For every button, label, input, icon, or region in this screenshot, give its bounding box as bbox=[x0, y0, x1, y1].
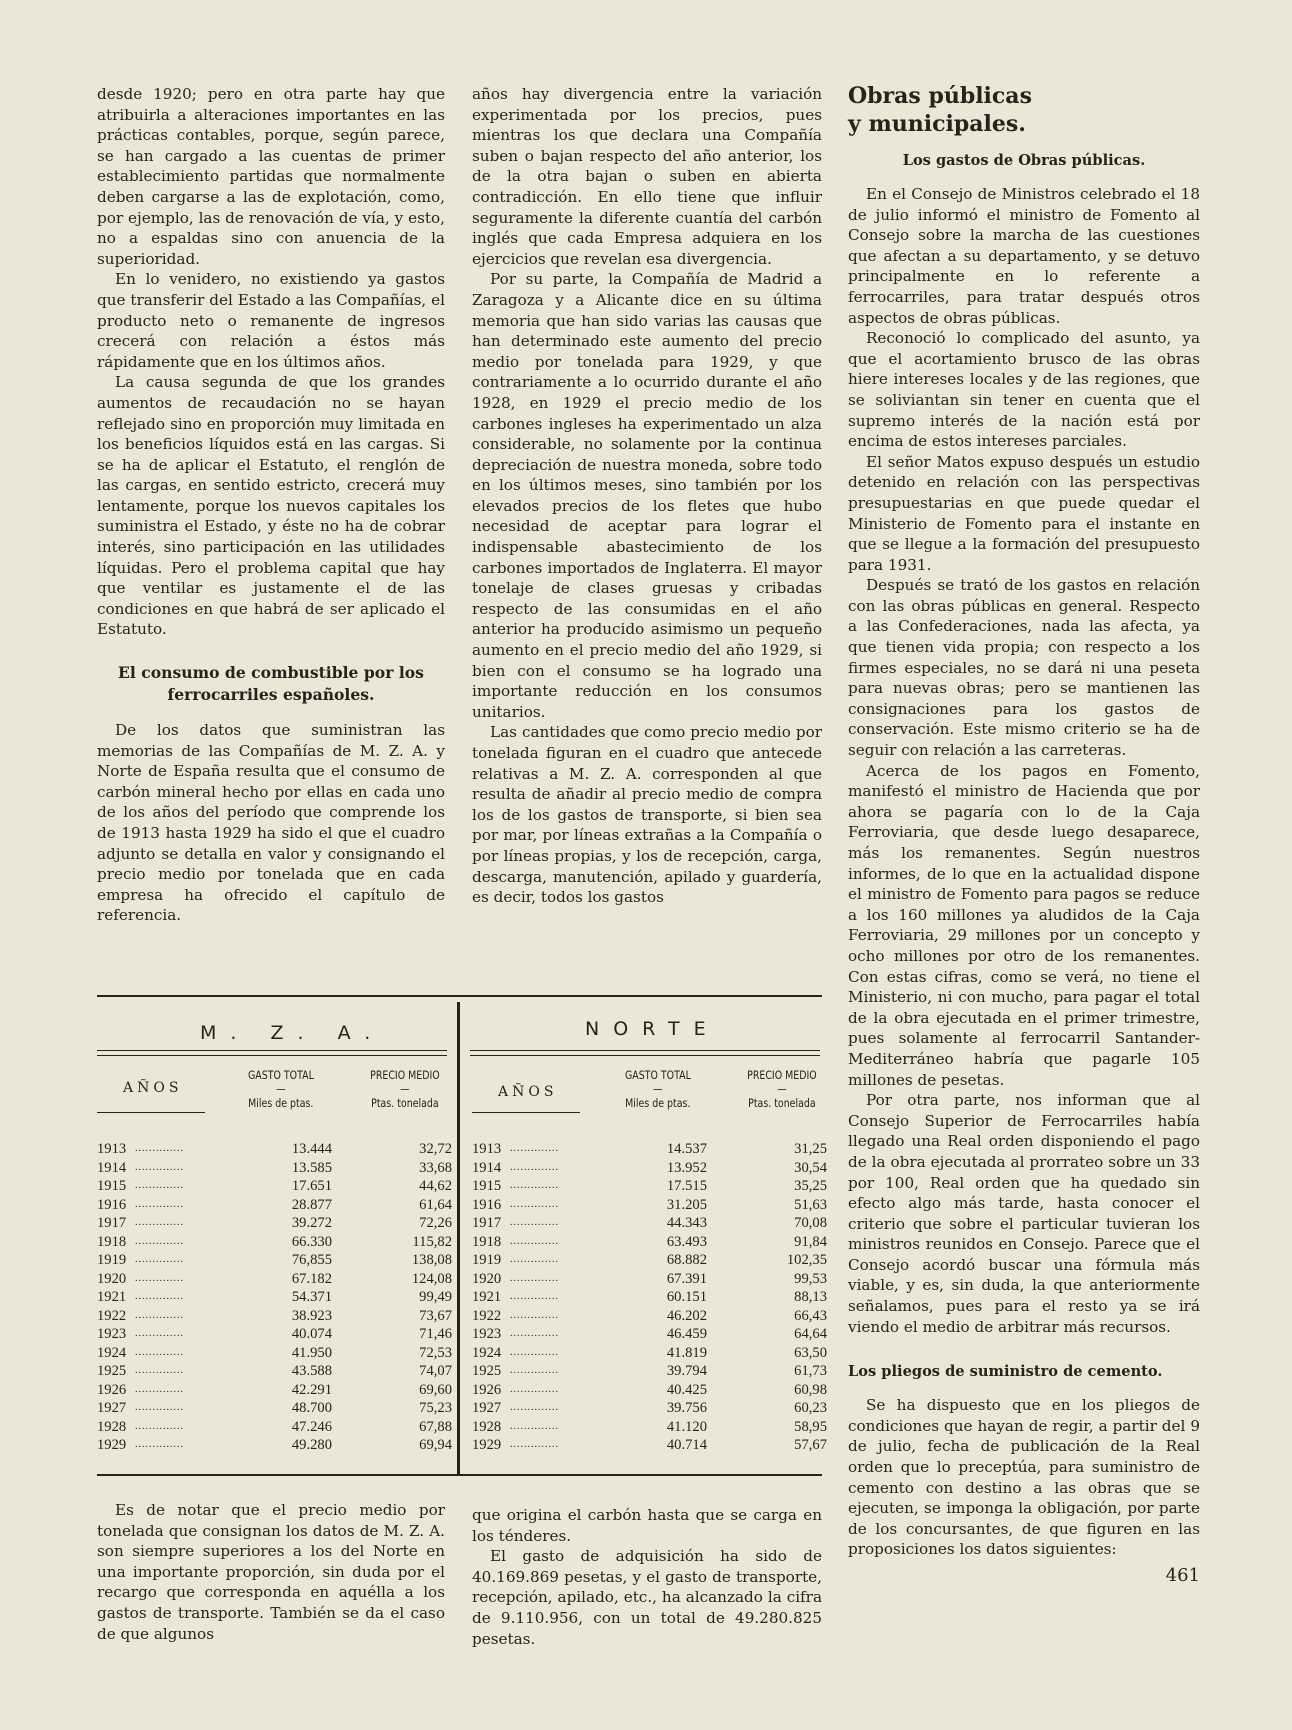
precio-cell: 99,53 bbox=[794, 1270, 827, 1287]
paragraph: Es de notar que el precio medio por tonelada que consignan los datos de M. Z. A. son siempre superiores a los del Norte en una importante proporción, sin duda por el recargo que corresponda en aquélla a los gastos de transporte. También se da el caso de que algunos bbox=[97, 1501, 445, 1643]
table-row bbox=[472, 1251, 827, 1269]
table-row bbox=[97, 1140, 452, 1158]
paragraph: Por su parte, la Compañía de Madrid a Zaragoza y a Alicante dice en su última memoria que han sido varias las causas que han determinado este aumento del precio medio por tonelada para 1929, y que contrariamente a lo ocurrido durante el año 1928, en 1929 el precio medio de los carbones ingleses ha experimentado un alza considerable, no solamente por la continua depreciación de nuestra moneda, sobre todo en los últimos meses, sino también por los elevados precios de los fletes que hubo necesidad de aceptar para lograr el indispensable abastecimiento de los carbones importados de Inglaterra. El mayor tonelaje de clases gruesas y cribadas respecto de las consumidas en el año anterior ha producido asimismo un pequeño aumento en el precio medio del año 1929, si bien con el consumo se ha logrado una importante reducción en los consumos unitarios. bbox=[472, 270, 822, 721]
gasto-cell: 54.371 bbox=[291, 1289, 332, 1305]
gasto-cell: 66.330 bbox=[291, 1233, 332, 1250]
year-cell: 1918 bbox=[97, 1233, 127, 1250]
anos-underline bbox=[472, 1112, 580, 1113]
gasto-cell: 47.246 bbox=[291, 1418, 332, 1435]
table-row bbox=[97, 1436, 452, 1454]
table-row bbox=[97, 1251, 452, 1269]
leader-dots: .............. bbox=[510, 1291, 559, 1302]
leader-dots: .............. bbox=[135, 1420, 184, 1432]
table-row bbox=[472, 1233, 827, 1251]
gasto-cell: 49.280 bbox=[291, 1437, 332, 1453]
leader-dots: .............. bbox=[135, 1365, 184, 1376]
precio-cell: 63,50 bbox=[794, 1344, 827, 1361]
leader-dots: .............. bbox=[135, 1291, 184, 1302]
table-row bbox=[97, 1214, 452, 1232]
year-cell: 1927 bbox=[472, 1400, 502, 1416]
year-cell: 1921 bbox=[97, 1289, 127, 1305]
leader-dots: .............. bbox=[510, 1420, 559, 1432]
leader-dots: .............. bbox=[510, 1143, 559, 1154]
year-cell: 1929 bbox=[472, 1437, 502, 1453]
leader-dots: .............. bbox=[135, 1309, 184, 1321]
paragraph: años hay divergencia entre la variación experimentada por los precios, pues mientras los que declara una Compañía suben o bajan respecto del año anterior, los de la otra bajan o suben en abierta contradicción. En ello tiene que influir seguramente la diferente cuantía del carbón inglés que cada Empresa adquiera en los ejercicios que revelan esa divergencia. bbox=[472, 85, 822, 268]
year-cell: 1925 bbox=[472, 1363, 502, 1379]
col-gasto: GASTO TOTAL — Miles de ptas. bbox=[625, 1068, 691, 1110]
table-title-mza: M. Z. A. bbox=[200, 1022, 385, 1044]
table-row bbox=[472, 1288, 827, 1306]
precio-cell: 66,43 bbox=[794, 1307, 827, 1324]
precio-cell: 51,63 bbox=[794, 1196, 827, 1213]
table-row bbox=[472, 1436, 827, 1454]
precio-cell: 32,72 bbox=[419, 1141, 452, 1157]
col-precio: PRECIO MEDIO — Ptas. tonelada bbox=[747, 1068, 817, 1110]
table-row bbox=[472, 1344, 827, 1362]
precio-cell: 30,54 bbox=[794, 1159, 827, 1176]
year-cell: 1919 bbox=[472, 1252, 502, 1268]
year-cell: 1915 bbox=[97, 1178, 127, 1194]
bottom-left-text bbox=[97, 1500, 445, 1644]
leader-dots: .............. bbox=[510, 1402, 559, 1413]
precio-cell: 31,25 bbox=[794, 1141, 827, 1157]
paragraph: Se ha dispuesto que en los pliegos de condiciones que hayan de regir, a partir del 9 de julio, fecha de publicación de la Real orden que lo preceptúa, para suministro de cemento con destino a las obras que se ejecuten, se imponga la obligación, por parte de los concursantes, de que figuren en las proposiciones los datos siguientes: bbox=[848, 1396, 1200, 1559]
precio-cell: 67,88 bbox=[419, 1418, 452, 1435]
table-row bbox=[472, 1362, 827, 1380]
table-row bbox=[97, 1418, 452, 1436]
table-row bbox=[97, 1159, 452, 1177]
precio-cell: 64,64 bbox=[794, 1326, 827, 1342]
precio-cell: 71,46 bbox=[419, 1326, 452, 1342]
gasto-cell: 28.877 bbox=[291, 1196, 332, 1213]
gasto-cell: 38.923 bbox=[291, 1307, 332, 1324]
gasto-cell: 67.182 bbox=[291, 1270, 332, 1287]
table-row bbox=[472, 1140, 827, 1158]
table-row bbox=[472, 1418, 827, 1436]
leader-dots: .............. bbox=[135, 1328, 184, 1339]
gasto-cell: 67.391 bbox=[666, 1270, 707, 1287]
leader-dots: .............. bbox=[135, 1235, 184, 1247]
year-cell: 1919 bbox=[97, 1252, 127, 1268]
header-rule bbox=[470, 1055, 820, 1056]
gasto-cell: 39.756 bbox=[666, 1400, 707, 1416]
gasto-cell: 44.343 bbox=[666, 1215, 707, 1231]
leader-dots: .............. bbox=[510, 1198, 559, 1210]
table-row bbox=[472, 1214, 827, 1232]
leader-dots: .............. bbox=[135, 1161, 184, 1173]
year-cell: 1925 bbox=[97, 1363, 127, 1379]
table-row bbox=[97, 1399, 452, 1417]
leader-dots: .............. bbox=[510, 1328, 559, 1339]
table-row bbox=[97, 1307, 452, 1325]
gasto-cell: 40.425 bbox=[666, 1381, 707, 1398]
table-row bbox=[97, 1196, 452, 1214]
table-row bbox=[97, 1381, 452, 1399]
paragraph: De los datos que suministran las memorias de las Compañías de M. Z. A. y Norte de España resulta que el consumo de carbón mineral hecho por ellas en cada uno de los años del período que comprende los de 1913 hasta 1929 ha sido el que el cuadro adjunto se detalla en valor y consignando el precio medio por tonelada que en cada empresa ha ofrecido el capítulo de referencia. bbox=[97, 721, 445, 925]
precio-cell: 124,08 bbox=[411, 1270, 452, 1287]
leader-dots: .............. bbox=[510, 1365, 559, 1376]
gasto-cell: 60.151 bbox=[666, 1289, 707, 1305]
precio-cell: 75,23 bbox=[419, 1400, 452, 1416]
table-row bbox=[472, 1196, 827, 1214]
table-row bbox=[472, 1270, 827, 1288]
year-cell: 1924 bbox=[472, 1344, 502, 1361]
year-cell: 1922 bbox=[472, 1307, 502, 1324]
year-cell: 1914 bbox=[97, 1159, 127, 1176]
paragraph: Las cantidades que como precio medio por tonelada figuran en el cuadro que antecede relativas a M. Z. A. corresponden al que resulta de añadir al precio medio de compra los de los gastos de transporte, si bien sea por mar, por líneas extrañas a la Compañía o por líneas propias, y los de recepción, carga, descarga, manutención, apilado y guardería, es decir, todos los gastos bbox=[472, 723, 822, 907]
paragraph: La causa segunda de que los grandes aumentos de recaudación no se hayan reflejado sino en proporción muy limitada en los beneficios líquidos está en las cargas. Si se ha de aplicar el Estatuto, el renglón de las cargas, en sentido estricto, crecerá muy lentamente, porque los nuevos capitales los suministra el Estado, y éste no ha de cobrar interés, sino participación en las utilidades líquidas. Pero el problema capital que hay que ventilar es justamente el de las condiciones en que habrá de ser aplicado el Estatuto. bbox=[97, 373, 445, 639]
leader-dots: .............. bbox=[510, 1254, 559, 1265]
year-cell: 1926 bbox=[472, 1381, 502, 1398]
year-cell: 1923 bbox=[97, 1326, 127, 1342]
leader-dots: .............. bbox=[510, 1383, 559, 1395]
table-row bbox=[97, 1233, 452, 1251]
precio-cell: 69,60 bbox=[419, 1381, 452, 1398]
leader-dots: .............. bbox=[510, 1309, 559, 1321]
leader-dots: .............. bbox=[135, 1346, 184, 1358]
paragraph: que origina el carbón hasta que se carga en los ténderes. bbox=[472, 1506, 822, 1545]
sub-heading: Los gastos de Obras públicas. bbox=[902, 152, 1146, 169]
gasto-cell: 17.515 bbox=[666, 1178, 707, 1194]
precio-cell: 60,98 bbox=[794, 1381, 827, 1398]
paragraph: Después se trató de los gastos en relación con las obras públicas en general. Respecto a las Confederaciones, nada las afecta, ya que tienen vida propia; con respecto a los firmes especiales, no se dará ni una peseta para nuevas obras; pero se mantienen las consignaciones para los gastos de conservación. Este mismo criterio se ha de seguir con relación a las carreteras. bbox=[848, 576, 1200, 760]
gasto-cell: 46.202 bbox=[666, 1307, 707, 1324]
anos-underline bbox=[97, 1112, 205, 1113]
year-cell: 1916 bbox=[97, 1196, 127, 1213]
gasto-cell: 41.819 bbox=[666, 1344, 707, 1361]
gasto-cell: 48.700 bbox=[291, 1400, 332, 1416]
year-cell: 1913 bbox=[472, 1141, 502, 1157]
col-precio: PRECIO MEDIO — Ptas. tonelada bbox=[370, 1068, 440, 1110]
leader-dots: .............. bbox=[510, 1439, 559, 1450]
precio-cell: 72,26 bbox=[419, 1215, 452, 1231]
leader-dots: .............. bbox=[135, 1143, 184, 1154]
paragraph: El gasto de adquisición ha sido de 40.169.869 pesetas, y el gasto de transporte, recepción, apilado, etc., ha alcanzado la cifra de 9.110.956, con un total de 49.280.825 pesetas. bbox=[472, 1547, 822, 1648]
year-cell: 1918 bbox=[472, 1233, 502, 1250]
leader-dots: .............. bbox=[135, 1254, 184, 1265]
sub-heading: Los pliegos de suministro de cemento. bbox=[848, 1363, 1163, 1381]
year-cell: 1915 bbox=[472, 1178, 502, 1194]
precio-cell: 102,35 bbox=[786, 1252, 827, 1268]
paragraph: Reconoció lo complicado del asunto, ya que el acortamiento brusco de las obras hiere intereses locales y de las regiones, que se soliviantan sin tener en cuenta que el supremo interés de la nación está por encima de estos intereses parciales. bbox=[848, 329, 1200, 451]
table-row bbox=[97, 1288, 452, 1306]
col-anos: AÑOS bbox=[123, 1080, 183, 1096]
year-cell: 1917 bbox=[97, 1215, 127, 1231]
column-1 bbox=[97, 84, 445, 926]
gasto-cell: 14.537 bbox=[666, 1141, 707, 1157]
paragraph: Por otra parte, nos informan que al Consejo Superior de Ferrocarriles había llegado una Real orden disponiendo el pago de la obra ejecutada al prorrateo sobre un 33 por 100, Real orden que ha quedado sin efecto algo más tarde, hasta conocer el criterio que sobre el particular tuvieran los ministros reunidos en Consejo. Parece que el Consejo acordó buscar una fórmula más viable, y es, sin duda, la que anteriormente señalamos, pues para el resto ya se irá viendo el medio de arbitrar más recursos. bbox=[848, 1091, 1200, 1336]
year-cell: 1920 bbox=[472, 1270, 502, 1287]
leader-dots: .............. bbox=[135, 1198, 184, 1210]
leader-dots: .............. bbox=[510, 1180, 559, 1191]
leader-dots: .............. bbox=[135, 1180, 184, 1191]
section-heading: El consumo de combustible por los ferrocarriles españoles. bbox=[118, 663, 424, 705]
paragraph: Acerca de los pagos en Fomento, manifestó el ministro de Hacienda que por ahora se pagaría con lo de la Caja Ferroviaria, que desde luego desaparece, más los remanentes. Según nuestros informes, de lo que en la actualidad dispone el ministro de Fomento para pagos se reduce a los 160 millones ya aludidos de la Caja Ferroviaria, 29 millones por un concepto y ocho millones por otro de los remanentes. Con estas cifras, como se verá, no tiene el Ministerio, ni con mucho, para pagar el total de la obra ejecutada en el primer trimestre, pues solamente al ferrocarril Santander-Mediterráneo habría que pagarle 105 millones de pesetas. bbox=[848, 761, 1200, 1089]
header-rule bbox=[97, 1055, 447, 1056]
precio-cell: 91,84 bbox=[794, 1233, 827, 1250]
precio-cell: 44,62 bbox=[419, 1178, 452, 1194]
precio-cell: 99,49 bbox=[419, 1289, 452, 1305]
year-cell: 1924 bbox=[97, 1344, 127, 1361]
precio-cell: 61,64 bbox=[419, 1196, 452, 1213]
year-cell: 1928 bbox=[97, 1418, 127, 1435]
bottom-mid-text bbox=[472, 1505, 822, 1649]
precio-cell: 69,94 bbox=[419, 1437, 452, 1453]
table-row bbox=[97, 1344, 452, 1362]
leader-dots: .............. bbox=[510, 1272, 559, 1284]
precio-cell: 33,68 bbox=[419, 1159, 452, 1176]
year-cell: 1926 bbox=[97, 1381, 127, 1398]
leader-dots: .............. bbox=[510, 1217, 559, 1228]
year-cell: 1923 bbox=[472, 1326, 502, 1342]
table-bottom-rule bbox=[97, 1474, 822, 1476]
year-cell: 1927 bbox=[97, 1400, 127, 1416]
header-rule bbox=[470, 1050, 820, 1051]
column-3 bbox=[848, 82, 1200, 1560]
gasto-cell: 43.588 bbox=[291, 1363, 332, 1379]
gasto-cell: 76,855 bbox=[291, 1252, 332, 1268]
leader-dots: .............. bbox=[510, 1346, 559, 1358]
leader-dots: .............. bbox=[510, 1235, 559, 1247]
paragraph: En el Consejo de Ministros celebrado el 18 de julio informó el ministro de Fomento al Consejo sobre la marcha de las cuestiones que afectan a su departamento, y se detuvo principalmente en lo referente a ferrocarriles, para tratar después otros aspectos de obras públicas. bbox=[848, 185, 1200, 327]
table-row bbox=[472, 1307, 827, 1325]
gasto-cell: 13.585 bbox=[291, 1159, 332, 1176]
page-number: 461 bbox=[1165, 1565, 1200, 1586]
table-divider bbox=[457, 1002, 460, 1476]
leader-dots: .............. bbox=[510, 1161, 559, 1173]
year-cell: 1914 bbox=[472, 1159, 502, 1176]
table-row bbox=[472, 1381, 827, 1399]
col-anos: AÑOS bbox=[498, 1084, 558, 1100]
table-row bbox=[472, 1159, 827, 1177]
paragraph: El señor Matos expuso después un estudio detenido en relación con las perspectivas presupuestarias en que puede quedar el Ministerio de Fomento para el instante en que se llegue a la formación del presupuesto para 1931. bbox=[848, 452, 1200, 574]
gasto-cell: 46.459 bbox=[666, 1326, 707, 1342]
gasto-cell: 17.651 bbox=[291, 1178, 332, 1194]
year-cell: 1929 bbox=[97, 1437, 127, 1453]
precio-cell: 88,13 bbox=[794, 1289, 827, 1305]
leader-dots: .............. bbox=[135, 1383, 184, 1395]
col-gasto: GASTO TOTAL — Miles de ptas. bbox=[248, 1068, 314, 1110]
year-cell: 1917 bbox=[472, 1215, 502, 1231]
table-top-rule bbox=[97, 995, 822, 997]
gasto-cell: 39.272 bbox=[291, 1215, 332, 1231]
precio-cell: 73,67 bbox=[419, 1307, 452, 1324]
section-title: Obras públicas y municipales. bbox=[848, 83, 1032, 137]
gasto-cell: 63.493 bbox=[666, 1233, 707, 1250]
paragraph: En lo venidero, no existiendo ya gastos que transferir del Estado a las Compañías, el producto neto o remanente de ingresos crecerá con relación a éstos más rápidamente que en los últimos años. bbox=[97, 270, 445, 371]
table-row bbox=[472, 1399, 827, 1417]
gasto-cell: 31.205 bbox=[666, 1196, 707, 1213]
leader-dots: .............. bbox=[135, 1402, 184, 1413]
precio-cell: 35,25 bbox=[794, 1178, 827, 1194]
table-row bbox=[97, 1270, 452, 1288]
precio-cell: 57,67 bbox=[794, 1437, 827, 1453]
gasto-cell: 41.120 bbox=[666, 1418, 707, 1435]
year-cell: 1921 bbox=[472, 1289, 502, 1305]
year-cell: 1920 bbox=[97, 1270, 127, 1287]
precio-cell: 60,23 bbox=[794, 1400, 827, 1416]
year-cell: 1928 bbox=[472, 1418, 502, 1435]
gasto-cell: 40.714 bbox=[666, 1437, 707, 1453]
table-title-norte: NORTE bbox=[585, 1018, 720, 1040]
year-cell: 1922 bbox=[97, 1307, 127, 1324]
header-rule bbox=[97, 1050, 447, 1051]
leader-dots: .............. bbox=[135, 1439, 184, 1450]
precio-cell: 74,07 bbox=[419, 1363, 452, 1379]
paragraph: desde 1920; pero en otra parte hay que atribuirla a alteraciones importantes en las prácticas contables, porque, según parece, se han cargado a las cuentas de primer establecimiento partidas que normalmente deben cargarse a las de explotación, como, por ejemplo, las de renovación de vía, y esto, no a espaldas sino con anuencia de la superioridad. bbox=[97, 85, 445, 268]
precio-cell: 115,82 bbox=[412, 1233, 452, 1250]
gasto-cell: 40.074 bbox=[291, 1326, 332, 1342]
precio-cell: 138,08 bbox=[411, 1252, 452, 1268]
table-row bbox=[97, 1362, 452, 1380]
table-row bbox=[472, 1325, 827, 1343]
table-row bbox=[97, 1177, 452, 1195]
precio-cell: 70,08 bbox=[794, 1215, 827, 1231]
leader-dots: .............. bbox=[135, 1272, 184, 1284]
precio-cell: 58,95 bbox=[794, 1418, 827, 1435]
gasto-cell: 13.444 bbox=[291, 1141, 332, 1157]
gasto-cell: 68.882 bbox=[666, 1252, 707, 1268]
table-row bbox=[97, 1325, 452, 1343]
gasto-cell: 42.291 bbox=[291, 1381, 332, 1398]
gasto-cell: 41.950 bbox=[291, 1344, 332, 1361]
gasto-cell: 13.952 bbox=[666, 1159, 707, 1176]
year-cell: 1913 bbox=[97, 1141, 127, 1157]
table-row bbox=[472, 1177, 827, 1195]
year-cell: 1916 bbox=[472, 1196, 502, 1213]
precio-cell: 72,53 bbox=[419, 1344, 452, 1361]
column-2 bbox=[472, 84, 822, 908]
leader-dots: .............. bbox=[135, 1217, 184, 1228]
gasto-cell: 39.794 bbox=[666, 1363, 707, 1379]
precio-cell: 61,73 bbox=[794, 1363, 827, 1379]
